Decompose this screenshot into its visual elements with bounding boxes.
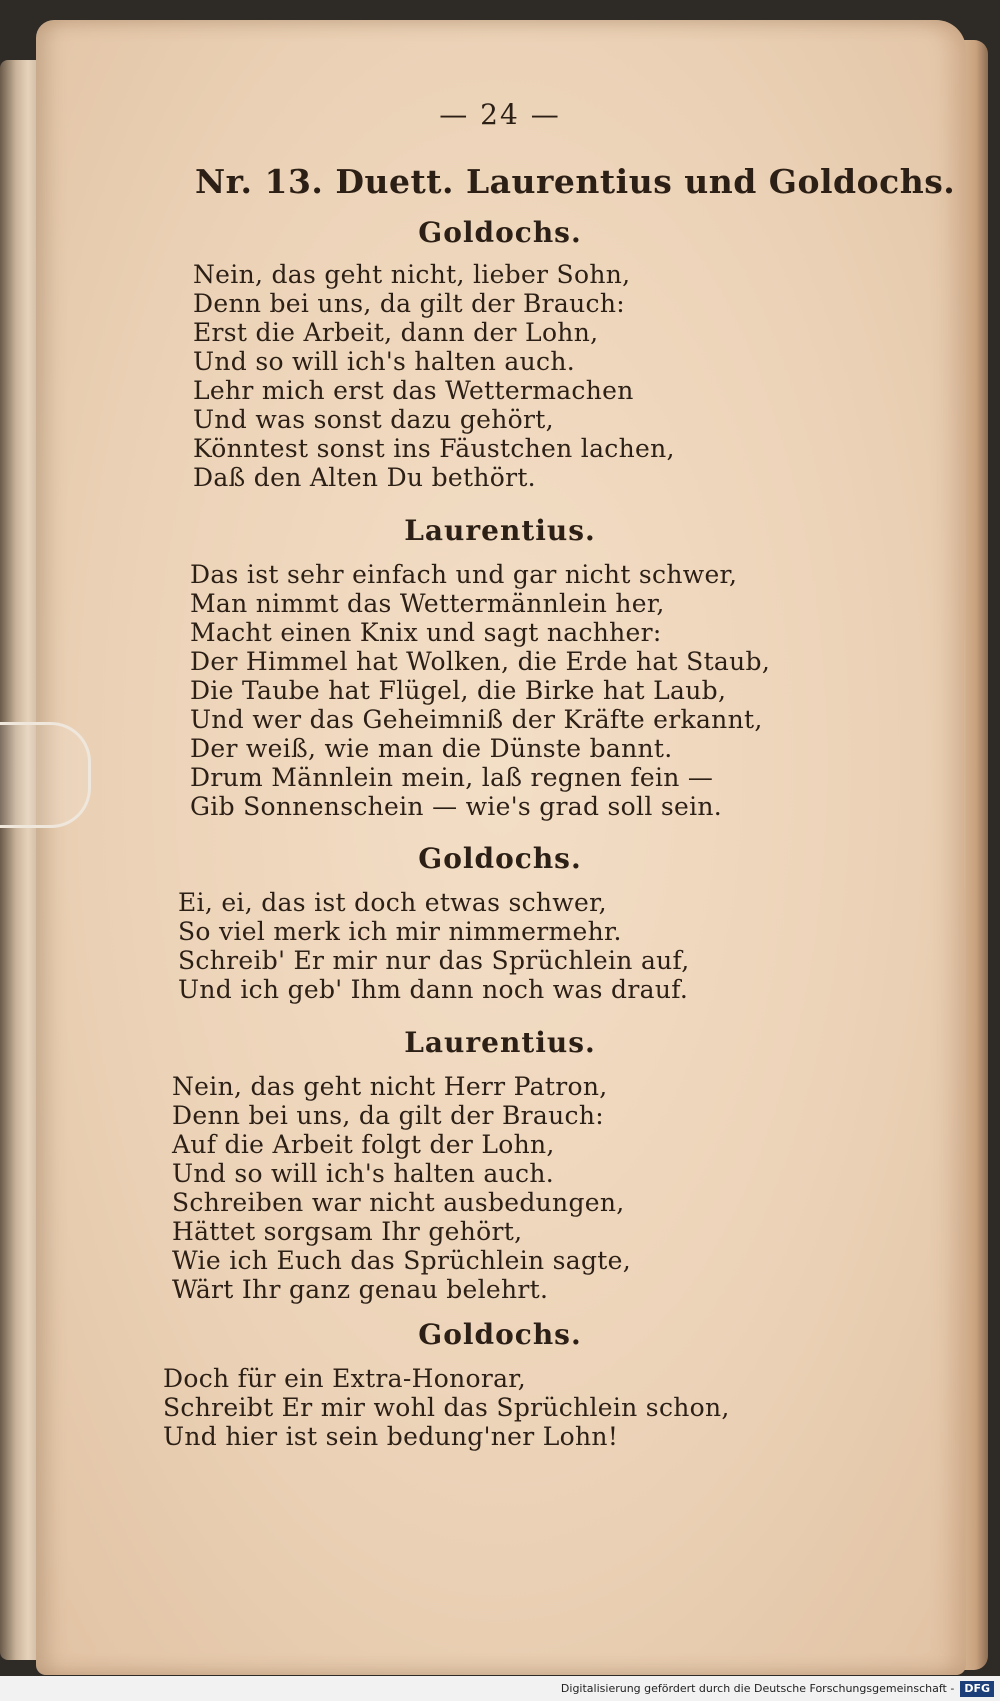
verse-line: Wie ich Euch das Sprüchlein sagte, bbox=[172, 1246, 631, 1275]
footer-credit: Digitalisierung gefördert durch die Deutsche Forschungsgemeinschaft - bbox=[560, 1682, 955, 1695]
verse-line: Erst die Arbeit, dann der Lohn, bbox=[193, 318, 599, 347]
verse-line: Auf die Arbeit folgt der Lohn, bbox=[172, 1130, 555, 1159]
speaker-heading: Laurentius. bbox=[404, 514, 596, 547]
speaker-heading: Goldochs. bbox=[418, 1318, 582, 1351]
verse-block bbox=[172, 1072, 631, 1304]
verse-line: Schreiben war nicht ausbedungen, bbox=[172, 1188, 625, 1217]
verse-line: Drum Männlein mein, laß regnen fein — bbox=[190, 763, 714, 792]
verse-block bbox=[193, 260, 675, 492]
verse-line: Der Himmel hat Wolken, die Erde hat Staub, bbox=[190, 647, 771, 676]
page-number: — 24 — bbox=[439, 98, 561, 131]
verse-line: Und was sonst dazu gehört, bbox=[193, 405, 554, 434]
speaker-heading: Goldochs. bbox=[418, 842, 582, 875]
verse-line: Man nimmt das Wettermännlein her, bbox=[190, 589, 665, 618]
verse-line: Daß den Alten Du bethört. bbox=[193, 463, 536, 492]
verse-line: Und ich geb' Ihm dann noch was drauf. bbox=[178, 975, 689, 1004]
verse-line: Nein, das geht nicht Herr Patron, bbox=[172, 1072, 608, 1101]
page-title: Nr. 13. Duett. Laurentius und Goldochs. bbox=[195, 162, 956, 201]
verse-line: Lehr mich erst das Wettermachen bbox=[193, 376, 634, 405]
verse-line: Hättet sorgsam Ihr gehört, bbox=[172, 1217, 523, 1246]
verse-line: Wärt Ihr ganz genau belehrt. bbox=[172, 1275, 549, 1304]
speaker-heading: Laurentius. bbox=[404, 1026, 596, 1059]
verse-line: Ei, ei, das ist doch etwas schwer, bbox=[178, 888, 607, 917]
verse-line: Schreib' Er mir nur das Sprüchlein auf, bbox=[178, 946, 690, 975]
dfg-logo: DFG bbox=[960, 1681, 994, 1697]
verse-block bbox=[190, 560, 770, 821]
verse-line: Nein, das geht nicht, lieber Sohn, bbox=[193, 260, 631, 289]
verse-block bbox=[178, 888, 689, 1004]
verse-line: Und so will ich's halten auch. bbox=[193, 347, 575, 376]
verse-line: Das ist sehr einfach und gar nicht schwer, bbox=[190, 560, 738, 589]
verse-line: Gib Sonnenschein — wie's grad soll sein. bbox=[190, 792, 723, 821]
verse-line: Die Taube hat Flügel, die Birke hat Laub, bbox=[190, 676, 727, 705]
digitization-footer bbox=[0, 1676, 1000, 1701]
verse-line: Könntest sonst ins Fäustchen lachen, bbox=[193, 434, 675, 463]
verse-line: Macht einen Knix und sagt nachher: bbox=[190, 618, 662, 647]
verse-block bbox=[163, 1364, 730, 1451]
verse-line: Doch für ein Extra-Honorar, bbox=[163, 1364, 527, 1393]
verse-line: Und wer das Geheimniß der Kräfte erkannt, bbox=[190, 705, 763, 734]
verse-line: So viel merk ich mir nimmermehr. bbox=[178, 917, 622, 946]
verse-line: Der weiß, wie man die Dünste bannt. bbox=[190, 734, 673, 763]
speaker-heading: Goldochs. bbox=[418, 216, 582, 249]
verse-line: Schreibt Er mir wohl das Sprüchlein schon, bbox=[163, 1393, 730, 1422]
verse-line: Denn bei uns, da gilt der Brauch: bbox=[193, 289, 625, 318]
verse-line: Und hier ist sein bedung'ner Lohn! bbox=[163, 1422, 619, 1451]
verse-line: Denn bei uns, da gilt der Brauch: bbox=[172, 1101, 604, 1130]
verse-line: Und so will ich's halten auch. bbox=[172, 1159, 554, 1188]
